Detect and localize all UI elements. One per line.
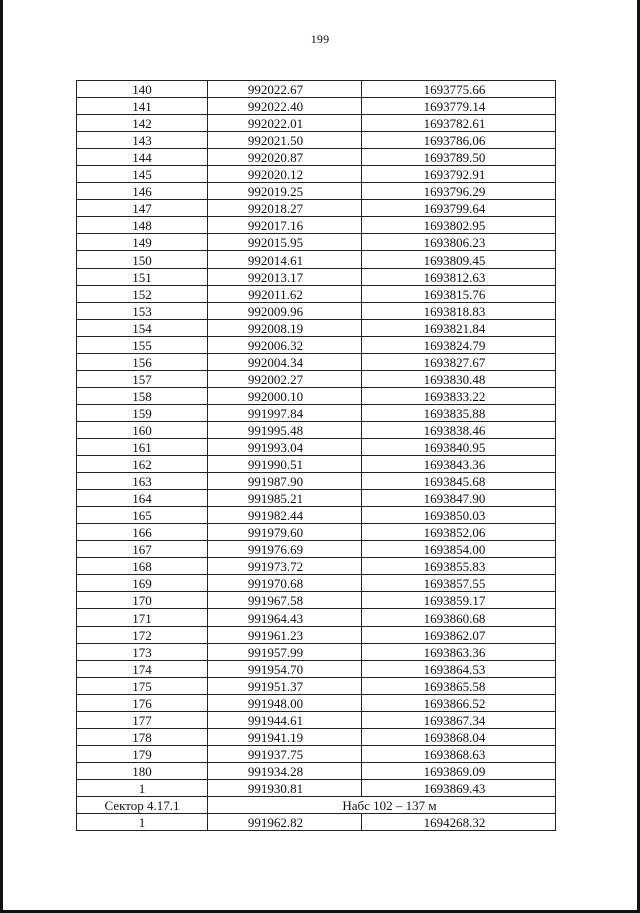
coordinate-y: 1693792.91 [362,166,556,183]
coordinate-y: 1693866.52 [362,694,556,711]
coordinate-x: 991987.90 [208,473,362,490]
table-row [77,711,556,728]
point-number: 148 [77,217,208,234]
coordinate-x: 992009.96 [208,302,362,319]
point-number: 176 [77,694,208,711]
table-row [77,779,556,796]
coordinate-x: 992021.50 [208,132,362,149]
point-number: 144 [77,149,208,166]
table-row [77,302,556,319]
coordinate-y: 1693818.83 [362,302,556,319]
coordinate-y: 1693845.68 [362,473,556,490]
coordinate-x: 991982.44 [208,507,362,524]
coordinate-y: 1693812.63 [362,268,556,285]
coordinate-y: 1693868.63 [362,745,556,762]
coordinate-x: 991997.84 [208,404,362,421]
table-row [77,677,556,694]
sector-row [77,796,556,813]
table-row [77,370,556,387]
coordinate-y: 1693850.03 [362,507,556,524]
coordinate-y: 1693852.06 [362,524,556,541]
coordinate-y: 1693854.00 [362,541,556,558]
point-number: 158 [77,387,208,404]
coordinate-y: 1693827.67 [362,353,556,370]
coordinate-x: 991957.99 [208,643,362,660]
coordinate-y: 1693843.36 [362,456,556,473]
coordinate-y: 1693835.88 [362,404,556,421]
coordinate-x: 992020.12 [208,166,362,183]
table-row [77,490,556,507]
point-number: 169 [77,575,208,592]
coordinate-y: 1693789.50 [362,149,556,166]
sector-label: Сектор 4.17.1 [77,796,208,813]
table-row [77,592,556,609]
point-number: 157 [77,370,208,387]
table-row [77,814,556,831]
table-row [77,421,556,438]
point-number: 141 [77,98,208,115]
coordinate-x: 992004.34 [208,353,362,370]
point-number: 147 [77,200,208,217]
coordinate-x: 991979.60 [208,524,362,541]
point-number: 174 [77,660,208,677]
coordinate-x: 992011.62 [208,285,362,302]
coordinate-y: 1693830.48 [362,370,556,387]
table-row [77,98,556,115]
coordinate-x: 991951.37 [208,677,362,694]
table-row [77,149,556,166]
point-number: 166 [77,524,208,541]
coordinate-y: 1693867.34 [362,711,556,728]
coordinate-x: 992000.10 [208,387,362,404]
coordinate-x: 991944.61 [208,711,362,728]
table-row [77,575,556,592]
coordinate-y: 1693857.55 [362,575,556,592]
point-number: 175 [77,677,208,694]
coordinate-x: 991990.51 [208,456,362,473]
table-row [77,626,556,643]
point-number: 165 [77,507,208,524]
table-row [77,319,556,336]
coordinate-x: 992008.19 [208,319,362,336]
table-row [77,507,556,524]
table-row [77,643,556,660]
coordinate-y: 1693838.46 [362,421,556,438]
page-number: 199 [310,32,330,46]
point-number: 171 [77,609,208,626]
point-number: 155 [77,336,208,353]
coordinate-y: 1693847.90 [362,490,556,507]
point-number: 154 [77,319,208,336]
coordinate-x: 991995.48 [208,421,362,438]
point-number: 146 [77,183,208,200]
table-row [77,404,556,421]
coordinate-y: 1693869.09 [362,762,556,779]
point-number: 150 [77,251,208,268]
point-number: 140 [77,81,208,98]
point-number: 1 [77,814,208,831]
table-row [77,456,556,473]
coordinate-x: 992002.27 [208,370,362,387]
coordinate-y: 1693802.95 [362,217,556,234]
coordinate-x: 992015.95 [208,234,362,251]
point-number: 1 [77,779,208,796]
coordinate-y: 1693865.58 [362,677,556,694]
coordinate-x: 991985.21 [208,490,362,507]
table-row [77,217,556,234]
coordinate-x: 991993.04 [208,438,362,455]
coordinate-x: 992014.61 [208,251,362,268]
table-row [77,541,556,558]
point-number: 153 [77,302,208,319]
table-row [77,81,556,98]
coordinate-y: 1693855.83 [362,558,556,575]
table-row [77,660,556,677]
point-number: 172 [77,626,208,643]
point-number: 170 [77,592,208,609]
point-number: 167 [77,541,208,558]
coordinate-x: 992022.01 [208,115,362,132]
table-row [77,438,556,455]
point-number: 161 [77,438,208,455]
coordinate-y: 1693868.04 [362,728,556,745]
table-row [77,609,556,626]
table-row [77,558,556,575]
table-row [77,524,556,541]
coordinate-y: 1693806.23 [362,234,556,251]
table-row [77,285,556,302]
point-number: 173 [77,643,208,660]
point-number: 178 [77,728,208,745]
coordinate-y: 1693833.22 [362,387,556,404]
scan-edge-left [0,0,3,913]
coordinate-x: 991961.23 [208,626,362,643]
coordinate-y: 1693862.07 [362,626,556,643]
coordinate-x: 991930.81 [208,779,362,796]
coordinate-x: 992020.87 [208,149,362,166]
coordinate-x: 991954.70 [208,660,362,677]
coordinate-x: 991934.28 [208,762,362,779]
coordinate-x: 991973.72 [208,558,362,575]
table-row [77,745,556,762]
coordinate-x: 992022.67 [208,81,362,98]
coordinate-x: 991937.75 [208,745,362,762]
table-row [77,268,556,285]
table-row [77,694,556,711]
coordinate-y: 1693815.76 [362,285,556,302]
coordinate-x: 991970.68 [208,575,362,592]
point-number: 152 [77,285,208,302]
coordinate-x: 992017.16 [208,217,362,234]
coordinate-x: 991964.43 [208,609,362,626]
coordinate-y: 1693840.95 [362,438,556,455]
table-row [77,353,556,370]
point-number: 168 [77,558,208,575]
point-number: 180 [77,762,208,779]
table-row [77,762,556,779]
point-number: 143 [77,132,208,149]
table-row [77,251,556,268]
table-row [77,336,556,353]
table-row [77,166,556,183]
table-row [77,234,556,251]
coordinate-y: 1693796.29 [362,183,556,200]
coordinate-y: 1693799.64 [362,200,556,217]
coordinate-x: 992018.27 [208,200,362,217]
coordinate-x: 991976.69 [208,541,362,558]
coordinates-table-body [77,81,556,831]
table-row [77,115,556,132]
point-number: 149 [77,234,208,251]
point-number: 179 [77,745,208,762]
coordinate-x: 991941.19 [208,728,362,745]
coordinate-y: 1693869.43 [362,779,556,796]
coordinate-y: 1693782.61 [362,115,556,132]
coordinate-y: 1693775.66 [362,81,556,98]
table-row [77,473,556,490]
point-number: 160 [77,421,208,438]
coordinate-y: 1693809.45 [362,251,556,268]
table-row [77,200,556,217]
point-number: 159 [77,404,208,421]
coordinate-y: 1693824.79 [362,336,556,353]
table-row [77,132,556,149]
point-number: 163 [77,473,208,490]
coordinate-x: 991948.00 [208,694,362,711]
table-row [77,728,556,745]
point-number: 162 [77,456,208,473]
coordinate-y: 1694268.32 [362,814,556,831]
table-row [77,387,556,404]
coordinate-x: 991967.58 [208,592,362,609]
point-number: 145 [77,166,208,183]
point-number: 142 [77,115,208,132]
point-number: 151 [77,268,208,285]
coordinate-y: 1693821.84 [362,319,556,336]
coordinate-y: 1693786.06 [362,132,556,149]
coordinate-y: 1693864.53 [362,660,556,677]
sector-height-info: Набс 102 – 137 м [208,796,556,813]
coordinate-y: 1693863.36 [362,643,556,660]
coordinate-x: 992013.17 [208,268,362,285]
coordinates-table [76,80,556,831]
coordinate-y: 1693860.68 [362,609,556,626]
coordinate-x: 992006.32 [208,336,362,353]
coordinate-y: 1693859.17 [362,592,556,609]
coordinate-x: 992022.40 [208,98,362,115]
coordinate-y: 1693779.14 [362,98,556,115]
table-row [77,183,556,200]
coordinate-x: 991962.82 [208,814,362,831]
point-number: 156 [77,353,208,370]
point-number: 164 [77,490,208,507]
point-number: 177 [77,711,208,728]
coordinate-x: 992019.25 [208,183,362,200]
